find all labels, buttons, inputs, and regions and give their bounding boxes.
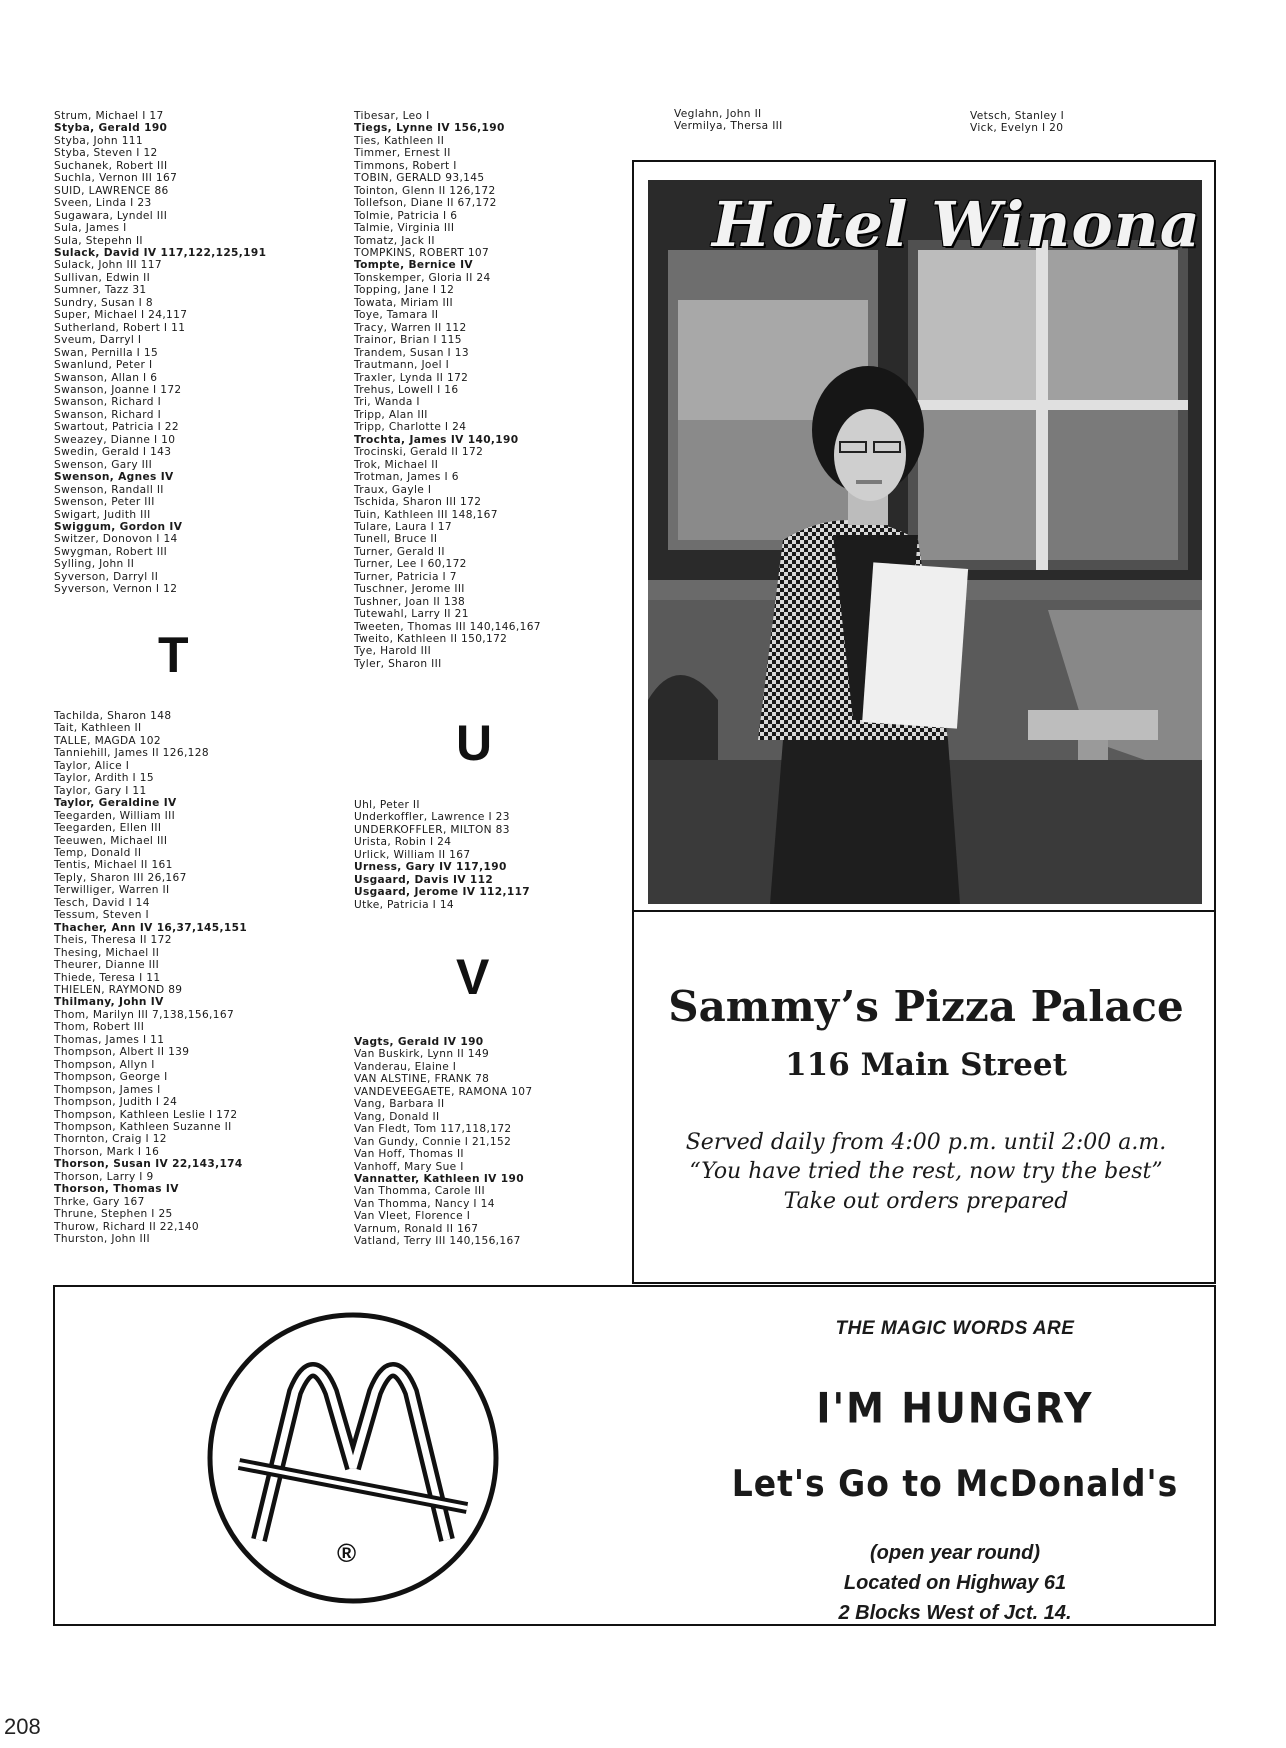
index-entry: Thompson, Kathleen Suzanne II xyxy=(54,1120,232,1133)
sammys-takeout: Take out orders prepared xyxy=(783,1189,1069,1214)
index-entry: Tuin, Kathleen III 148,167 xyxy=(354,508,498,521)
index-entry: Thrke, Gary 167 xyxy=(54,1195,145,1208)
index-entry: Urlick, William II 167 xyxy=(354,848,471,861)
index-entry: Turner, Lee I 60,172 xyxy=(354,558,467,571)
index-entry: VANDEVEEGAETE, RAMONA 107 xyxy=(354,1085,533,1098)
index-entry: Sylling, John II xyxy=(54,558,135,571)
index-entry: Theurer, Dianne III xyxy=(54,959,160,972)
index-entry: Topping, Jane I 12 xyxy=(354,284,455,297)
sammys-hours: Served daily from 4:00 p.m. until 2:00 a.m. xyxy=(685,1130,1167,1155)
index-entry: Switzer, Donovon I 14 xyxy=(54,533,178,546)
index-entry: Sweazey, Dianne I 10 xyxy=(54,433,176,446)
index-entry: Tolmie, Patricia I 6 xyxy=(354,209,458,222)
index-entry: Swan, Pernilla I 15 xyxy=(54,346,159,359)
index-entry: Trocinski, Gerald II 172 xyxy=(354,446,484,459)
index-entry: Temp, Donald II xyxy=(54,846,142,859)
index-entry: Taylor, Geraldine IV xyxy=(54,797,177,810)
index-entry: Thompson, George I xyxy=(54,1071,168,1084)
sammys-pizza-ad xyxy=(632,910,1216,1284)
index-entry: Swiggum, Gordon IV xyxy=(54,520,183,533)
index-entry: Trautmann, Joel I xyxy=(354,359,450,372)
index-entry: Tibesar, Leo I xyxy=(354,110,430,122)
index-entry: Trainor, Brian I 115 xyxy=(354,334,462,347)
index-entry: Talmie, Virginia III xyxy=(354,222,455,235)
index-entry: Syverson, Vernon I 12 xyxy=(54,583,178,596)
index-entry: Van Buskirk, Lynn II 149 xyxy=(354,1048,490,1061)
index-entry: UNDERKOFFLER, MILTON 83 xyxy=(354,823,510,836)
index-entry: Tulare, Laura I 17 xyxy=(354,520,452,533)
index-entry: Tomatz, Jack II xyxy=(354,234,435,247)
index-entry: Toye, Tamara II xyxy=(354,309,439,322)
index-entry: Sula, Stepehn II xyxy=(54,234,143,247)
index-entry: Trotman, James I 6 xyxy=(354,471,459,484)
index-entry: Vannatter, Kathleen IV 190 xyxy=(354,1172,524,1185)
index-entry: Vatland, Terry III 140,156,167 xyxy=(354,1235,521,1248)
index-entry: Van Fledt, Tom 117,118,172 xyxy=(354,1123,512,1136)
index-entry: Styba, Gerald 190 xyxy=(54,122,168,135)
index-entry: Vang, Barbara II xyxy=(354,1098,445,1111)
index-entry: Tri, Wanda I xyxy=(354,396,420,409)
index-entry: Underkoffler, Lawrence I 23 xyxy=(354,811,510,824)
index-entry: Urness, Gary IV 117,190 xyxy=(354,861,507,874)
index-entry: Van Vleet, Florence I xyxy=(354,1210,471,1223)
index-entry: Swigart, Judith III xyxy=(54,508,151,521)
index-entry: Strum, Michael I 17 xyxy=(54,110,164,122)
index-entry: Tripp, Charlotte I 24 xyxy=(354,421,467,434)
index-entry: Tschida, Sharon III 172 xyxy=(354,496,482,509)
sammys-name: Sammy’s Pizza Palace xyxy=(668,982,1184,1031)
index-entry: Tracy, Warren II 112 xyxy=(354,321,467,334)
sammys-address: 116 Main Street xyxy=(785,1047,1067,1083)
index-entry: Thacher, Ann IV 16,37,145,151 xyxy=(54,921,248,934)
index-entry: Tuschner, Jerome III xyxy=(354,583,465,596)
index-entry: Tutewahl, Larry II 21 xyxy=(354,608,469,621)
index-entry: Turner, Gerald II xyxy=(354,545,445,558)
registered-mark: ® xyxy=(337,1538,357,1568)
index-column-4 xyxy=(970,110,1064,135)
index-entry: Swanson, Allan I 6 xyxy=(54,371,158,384)
index-entry: Tollefson, Diane II 67,172 xyxy=(354,197,497,210)
index-entry: Swedin, Gerald I 143 xyxy=(54,446,172,459)
index-entry: Thrune, Stephen I 25 xyxy=(54,1208,173,1221)
index-entry: Teegarden, Ellen III xyxy=(54,822,162,835)
index-entry: Turner, Patricia I 7 xyxy=(354,570,457,583)
index-entry: Utke, Patricia I 14 xyxy=(354,898,455,911)
index-entry: SUID, LAWRENCE 86 xyxy=(54,184,169,197)
index-entry: Vang, Donald II xyxy=(354,1110,440,1123)
index-entry: Thompson, Allyn I xyxy=(54,1058,155,1071)
index-entry: Tachilda, Sharon 148 xyxy=(54,710,172,722)
index-entry: Tweito, Kathleen II 150,172 xyxy=(354,633,508,646)
index-entry: Sulack, David IV 117,122,125,191 xyxy=(54,246,267,259)
index-entry: Tessum, Steven I xyxy=(54,909,149,922)
index-column-2-top xyxy=(354,110,541,670)
index-entry: Vanderau, Elaine I xyxy=(354,1060,457,1073)
index-entry: Teeuwen, Michael III xyxy=(54,834,168,847)
index-entry: Thorson, Susan IV 22,143,174 xyxy=(54,1158,243,1171)
index-entry: Ties, Kathleen II xyxy=(354,134,445,147)
index-entry: Vick, Evelyn I 20 xyxy=(970,122,1064,135)
index-entry: Tyler, Sharon III xyxy=(354,657,442,670)
section-letter-v: V xyxy=(456,949,490,1005)
index-entry: Tompte, Bernice IV xyxy=(354,259,473,272)
mcdonalds-directions: 2 Blocks West of Jct. 14. xyxy=(838,1602,1072,1624)
section-letter-t: T xyxy=(158,627,189,683)
index-entry: Thompson, Kathleen Leslie I 172 xyxy=(54,1108,238,1121)
index-entry: Trochta, James IV 140,190 xyxy=(354,433,519,446)
index-entry: Sula, James I xyxy=(54,222,127,235)
index-entry: Sveum, Darryl I xyxy=(54,334,142,347)
index-entry: Veglahn, John II xyxy=(674,108,762,120)
index-entry: Sullivan, Edwin II xyxy=(54,271,151,284)
index-entry: Trehus, Lowell I 16 xyxy=(354,383,459,396)
index-entry: Sveen, Linda I 23 xyxy=(54,197,152,210)
index-entry: Tye, Harold III xyxy=(354,645,432,658)
index-entry: THIELEN, RAYMOND 89 xyxy=(54,983,183,996)
index-entry: Swenson, Gary III xyxy=(54,458,153,471)
index-entry: Thompson, Judith I 24 xyxy=(54,1096,178,1109)
index-entry: TOBIN, GERALD 93,145 xyxy=(354,172,485,185)
index-entry: Sugawara, Lyndel III xyxy=(54,209,168,222)
page-number: 208 xyxy=(4,1714,41,1739)
index-entry: Thom, Marilyn III 7,138,156,167 xyxy=(54,1008,235,1021)
index-entry: Swanson, Richard I xyxy=(54,408,162,421)
index-entry: Swygman, Robert III xyxy=(54,545,168,558)
mcdonalds-open-year-round: (open year round) xyxy=(869,1542,1040,1564)
index-column-1-top xyxy=(54,110,266,596)
index-entry: Sundry, Susan I 8 xyxy=(54,296,153,309)
index-entry: Tait, Kathleen II xyxy=(54,722,142,735)
index-entry: Swanson, Joanne I 172 xyxy=(54,383,182,396)
index-entry: Thompson, James I xyxy=(54,1083,161,1096)
index-entry: Syverson, Darryl II xyxy=(54,570,159,583)
index-entry: TALLE, MAGDA 102 xyxy=(54,734,161,747)
index-entry: Thurow, Richard II 22,140 xyxy=(54,1220,199,1233)
index-entry: Swartout, Patricia I 22 xyxy=(54,421,179,434)
index-entry: Traux, Gayle I xyxy=(354,483,432,496)
index-entry: Timmons, Robert I xyxy=(354,159,457,172)
index-entry: Trok, Michael II xyxy=(354,458,439,471)
index-entry: Taylor, Gary I 11 xyxy=(54,784,147,797)
index-entry: Swanson, Richard I xyxy=(54,396,162,409)
index-entry: Sulack, John III 117 xyxy=(54,259,162,272)
index-entry: Tiegs, Lynne IV 156,190 xyxy=(354,122,505,135)
index-entry: Sutherland, Robert I 11 xyxy=(54,321,186,334)
index-entry: Thesing, Michael II xyxy=(54,946,160,959)
hotel-photo xyxy=(648,180,1202,904)
index-entry: Van Hoff, Thomas II xyxy=(354,1148,464,1161)
index-entry: Traxler, Lynda II 172 xyxy=(354,371,469,384)
index-column-3 xyxy=(674,108,783,133)
index-entry: Usgaard, Jerome IV 112,117 xyxy=(354,886,531,899)
mcdonalds-slogan-hungry: I'M HUNGRY xyxy=(816,1383,1094,1433)
mcdonalds-slogan-lets-go: Let's Go to McDonald's xyxy=(731,1462,1179,1505)
index-entry: Teply, Sharon III 26,167 xyxy=(54,871,187,884)
index-entry: Vanhoff, Mary Sue I xyxy=(354,1160,464,1173)
index-entry: Tweeten, Thomas III 140,146,167 xyxy=(354,620,541,633)
index-entry: Urista, Robin I 24 xyxy=(354,836,452,849)
mcdonalds-location: Located on Highway 61 xyxy=(843,1572,1067,1594)
index-column-2-u xyxy=(354,799,530,911)
index-entry: Swanlund, Peter I xyxy=(54,359,153,372)
sammys-slogan: “You have tried the rest, now try the best” xyxy=(689,1159,1163,1184)
index-entry: Timmer, Ernest II xyxy=(354,147,451,160)
index-entry: Tripp, Alan III xyxy=(354,408,428,421)
index-entry: Thorson, Mark I 16 xyxy=(54,1145,160,1158)
index-entry: VAN ALSTINE, FRANK 78 xyxy=(354,1073,490,1086)
index-entry: Van Thomma, Carole III xyxy=(354,1185,485,1198)
index-entry: Trandem, Susan I 13 xyxy=(354,346,469,359)
index-entry: Varnum, Ronald II 167 xyxy=(354,1222,479,1235)
index-entry: Sumner, Tazz 31 xyxy=(54,284,147,297)
index-entry: Thompson, Albert II 139 xyxy=(54,1046,190,1059)
index-entry: Thilmany, John IV xyxy=(54,996,164,1009)
hotel-photo-illustration xyxy=(648,180,1202,904)
index-entry: Taylor, Alice I xyxy=(54,759,130,772)
index-entry: Towata, Miriam III xyxy=(354,296,453,309)
index-entry: Terwilliger, Warren II xyxy=(54,884,170,897)
index-column-2-v xyxy=(354,1036,532,1248)
index-entry: Tentis, Michael II 161 xyxy=(54,859,173,872)
index-entry: Swenson, Randall II xyxy=(54,483,164,496)
index-entry: Swenson, Peter III xyxy=(54,496,155,509)
index-entry: Tushner, Joan II 138 xyxy=(354,595,466,608)
index-entry: Styba, John 111 xyxy=(54,134,143,147)
index-column-1-bottom xyxy=(54,710,247,1245)
index-entry: Styba, Steven I 12 xyxy=(54,147,158,160)
index-entry: Thorson, Larry I 9 xyxy=(54,1170,154,1183)
index-entry: Van Gundy, Connie I 21,152 xyxy=(354,1135,512,1148)
index-entry: Suchanek, Robert III xyxy=(54,159,168,172)
index-entry: Swenson, Agnes IV xyxy=(54,471,174,484)
index-entry: TOMPKINS, ROBERT 107 xyxy=(354,246,490,259)
mcdonalds-headline: THE MAGIC WORDS ARE xyxy=(835,1318,1075,1339)
index-entry: Teegarden, William III xyxy=(54,809,176,822)
index-entry: Thom, Robert III xyxy=(54,1021,145,1034)
hotel-winona-title: Hotel Winona xyxy=(712,188,1201,261)
index-entry: Vetsch, Stanley I xyxy=(970,110,1065,122)
index-entry: Uhl, Peter II xyxy=(354,799,420,811)
index-entry: Tointon, Glenn II 126,172 xyxy=(354,184,496,197)
index-entry: Tanniehill, James II 126,128 xyxy=(54,747,209,760)
index-entry: Thurston, John III xyxy=(54,1233,150,1246)
index-entry: Thomas, James I 11 xyxy=(54,1033,165,1046)
index-entry: Super, Michael I 24,117 xyxy=(54,309,188,322)
index-entry: Usgaard, Davis IV 112 xyxy=(354,873,494,886)
index-entry: Vagts, Gerald IV 190 xyxy=(354,1036,484,1048)
index-entry: Thiede, Teresa I 11 xyxy=(54,971,161,984)
index-entry: Thornton, Craig I 12 xyxy=(54,1133,167,1146)
index-entry: Tonskemper, Gloria II 24 xyxy=(354,271,491,284)
index-entry: Van Thomma, Nancy I 14 xyxy=(354,1197,495,1210)
index-entry: Thorson, Thomas IV xyxy=(54,1183,179,1196)
index-entry: Vermilya, Thersa III xyxy=(674,120,783,133)
index-entry: Taylor, Ardith I 15 xyxy=(54,772,154,785)
index-entry: Theis, Theresa II 172 xyxy=(54,934,172,947)
index-entry: Tunell, Bruce II xyxy=(354,533,438,546)
index-entry: Suchla, Vernon III 167 xyxy=(54,172,178,185)
section-letter-u: U xyxy=(456,715,493,771)
index-entry: Tesch, David I 14 xyxy=(54,896,150,909)
